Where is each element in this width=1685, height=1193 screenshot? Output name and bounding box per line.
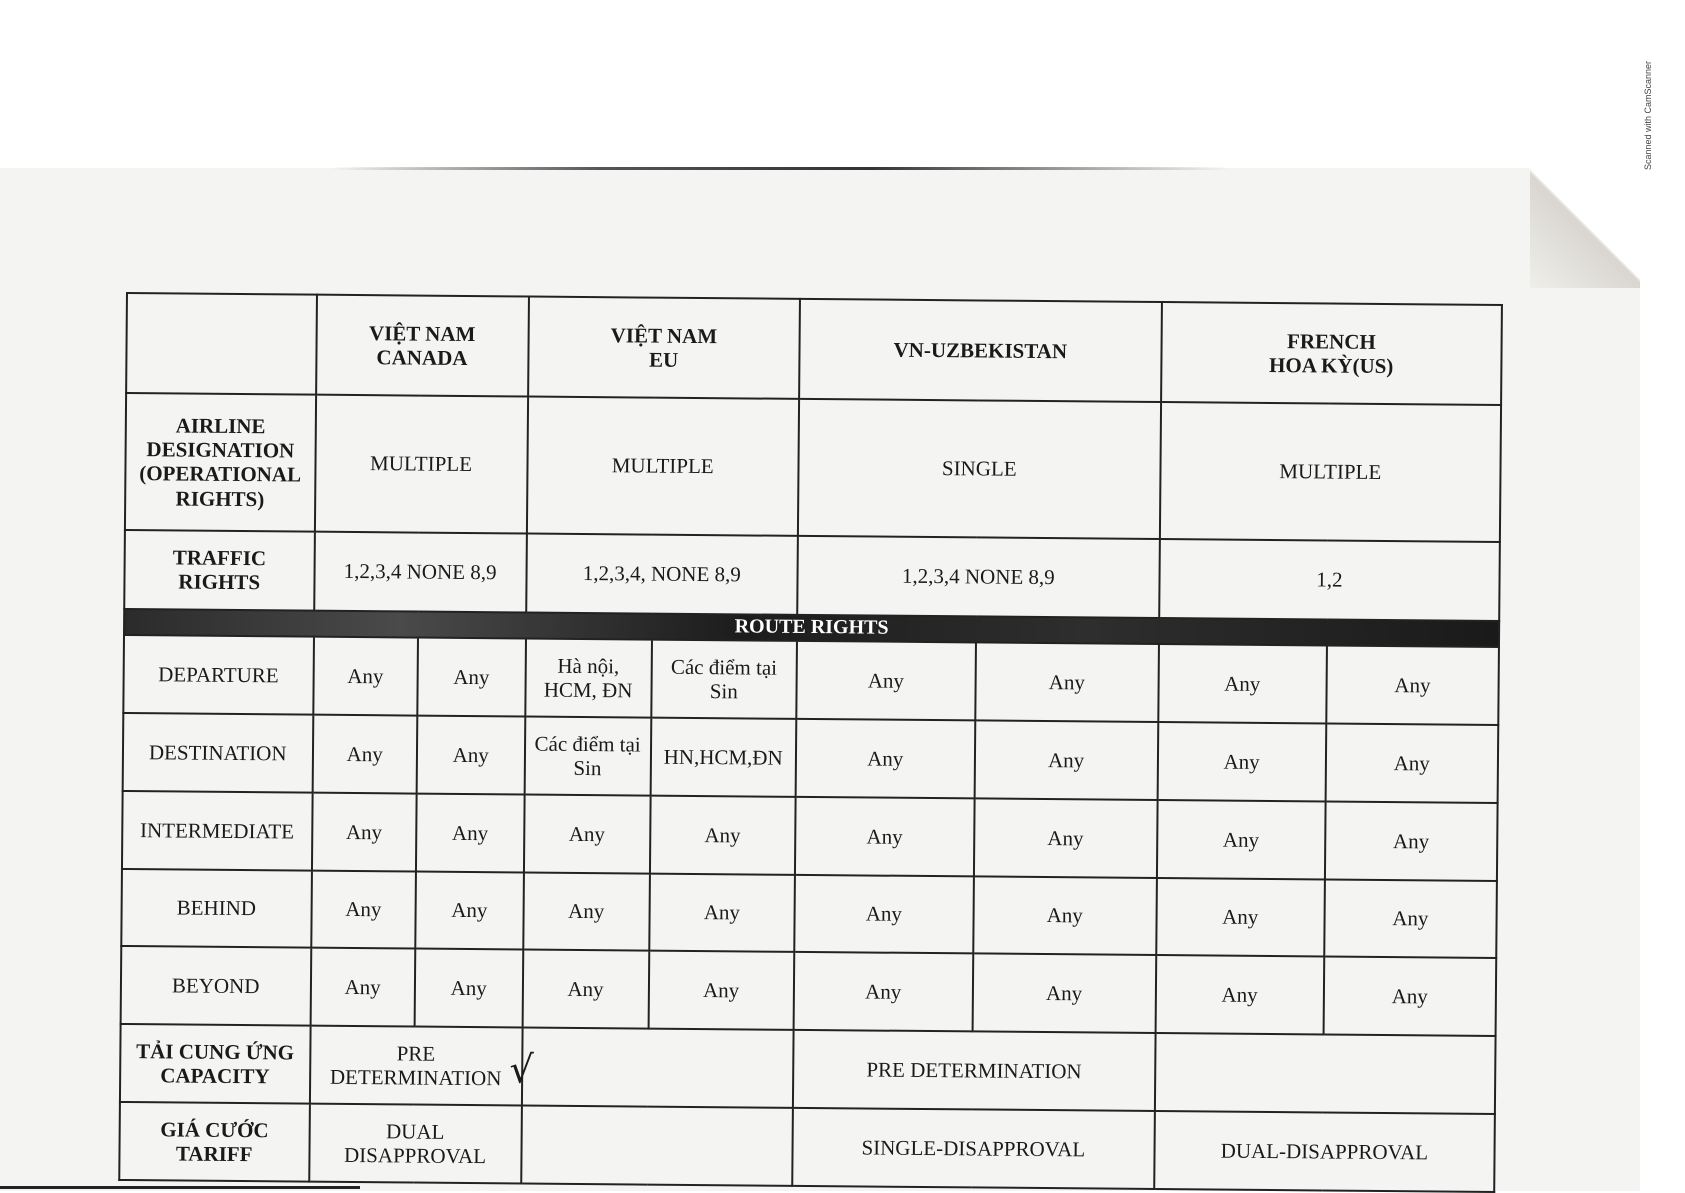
row-label-tariff: GIÁ CƯỚC TARIFF [119, 1102, 309, 1182]
cell-value: Any [650, 795, 796, 874]
header-row [126, 293, 1502, 405]
row-label: DEPARTURE [123, 635, 313, 714]
cell-value: Any [1323, 957, 1496, 1036]
cell-value: MULTIPLE [527, 397, 799, 536]
row-label: DESTINATION [123, 713, 313, 792]
scanner-watermark: Scanned with CamScanner [1643, 60, 1653, 170]
tariff-row [119, 1102, 1495, 1192]
cell-value: PRE DETERMINATION [329, 1041, 502, 1091]
cell-value: PRE DETERMINATION [793, 1030, 1155, 1111]
cell-value: Any [522, 950, 649, 1029]
cell-value: Any [311, 792, 416, 871]
cell-value: 1,2,3,4 NONE 8,9 [314, 531, 527, 612]
header-vietnam-eu: VIỆT NAM EU [528, 297, 800, 400]
cell-value: HN,HCM,ĐN [650, 718, 796, 797]
cell-value: Any [1157, 800, 1326, 879]
row-label-traffic-rights: TRAFFIC RIGHTS [124, 530, 314, 611]
cell-value: Any [974, 798, 1158, 877]
route-row-behind [121, 869, 1497, 959]
row-label: BEHIND [121, 869, 311, 948]
cell-value: Any [794, 874, 973, 953]
row-label: INTERMEDIATE [122, 791, 312, 870]
cell-value: Any [796, 641, 975, 720]
cell-value: Any [1157, 722, 1326, 801]
row-label-capacity: TẢI CUNG ỨNG CAPACITY [120, 1024, 310, 1103]
cell-value: Any [312, 715, 417, 794]
header-french-us: FRENCH HOA KỲ(US) [1161, 302, 1502, 405]
cell-value: Any [417, 716, 525, 795]
handwritten-check-mark: √ [509, 1047, 534, 1092]
traffic-rights-row [124, 530, 1500, 621]
cell-value: Any [524, 794, 651, 873]
cell-value: Any [795, 797, 974, 876]
cell-value: Any [648, 951, 794, 1030]
cell-value: Any [649, 873, 795, 952]
paper-bottom-edge [0, 1186, 360, 1189]
cell-value [522, 1028, 794, 1108]
cell-value: 1,2,3,4, NONE 8,9 [526, 533, 798, 614]
cell-value: Any [1325, 801, 1498, 880]
route-row-departure [123, 635, 1499, 725]
cell-value: Any [311, 870, 416, 949]
header-vietnam-canada: VIỆT NAM CANADA [316, 295, 529, 397]
route-rights-title: ROUTE RIGHTS [124, 609, 1499, 648]
cell-value: DUAL-DISAPPROVAL [1154, 1111, 1495, 1192]
cell-value: Any [415, 949, 523, 1028]
cell-value: Any [313, 637, 418, 716]
air-services-agreement-table [118, 292, 1503, 1193]
cell-value: Các điểm tại Sin [524, 716, 651, 795]
cell-value: Các điểm tại Sin [651, 640, 797, 719]
header-vn-uzbekistan: VN-UZBEKISTAN [799, 299, 1162, 402]
cell-value: 1,2,3,4 NONE 8,9 [797, 536, 1159, 618]
row-label-airline-designation: AIRLINE DESIGNATION (OPERATIONAL RIGHTS) [125, 393, 316, 531]
cell-value: MULTIPLE [314, 395, 527, 533]
paper-top-edge [330, 167, 1230, 170]
airline-designation-row [125, 393, 1501, 541]
cell-value: Any [1155, 955, 1324, 1034]
capacity-row [120, 1024, 1496, 1114]
cell-value: SINGLE [798, 399, 1161, 539]
cell-value: Any [1326, 646, 1499, 725]
cell-value: Any [973, 876, 1157, 955]
cell-value: Hà nội, HCM, ĐN [525, 639, 652, 718]
cell-value: Any [1158, 644, 1327, 723]
cell-value: Any [310, 948, 415, 1027]
cell-value-with-check [309, 1026, 534, 1106]
folded-corner [1530, 168, 1640, 288]
cell-value: DUAL DISAPPROVAL [309, 1104, 522, 1184]
cell-value: SINGLE-DISAPPROVAL [792, 1108, 1154, 1189]
route-row-destination [123, 713, 1499, 803]
cell-value: Any [1325, 723, 1498, 802]
cell-value: Any [975, 643, 1159, 722]
cell-value: MULTIPLE [1160, 402, 1501, 541]
cell-value: Any [974, 720, 1158, 799]
cell-value: Any [416, 793, 524, 872]
cell-value: Any [417, 638, 525, 717]
cell-value: Any [523, 872, 650, 951]
cell-value: Any [415, 871, 523, 950]
cell-value: Any [1324, 879, 1497, 958]
route-row-intermediate [122, 791, 1498, 881]
cell-value: Any [793, 952, 972, 1031]
cell-value: Any [796, 719, 975, 798]
header-corner [126, 293, 316, 395]
cell-value: 1,2 [1159, 539, 1500, 621]
cell-value: Any [1156, 878, 1325, 957]
row-label: BEYOND [121, 946, 311, 1025]
cell-value: Any [972, 954, 1156, 1033]
route-row-beyond [121, 946, 1497, 1036]
cell-value [1155, 1033, 1496, 1114]
cell-value [521, 1106, 793, 1186]
